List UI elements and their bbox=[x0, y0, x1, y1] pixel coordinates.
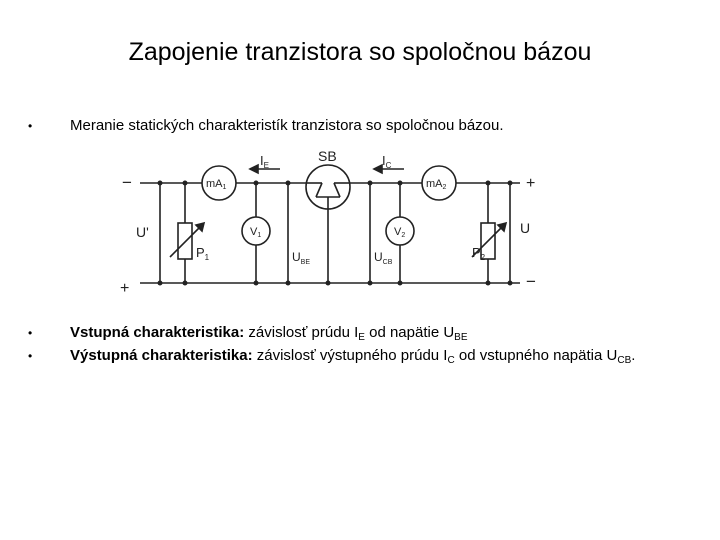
subscript: E bbox=[358, 332, 365, 343]
current-ic-label: $I_C$ bbox=[382, 153, 392, 170]
circuit-diagram bbox=[110, 145, 550, 300]
slide-title: Zapojenie tranzistora so spoločnou bázou bbox=[128, 38, 592, 66]
voltage-ube-label: $U_{BE}$ bbox=[292, 250, 311, 266]
bullet-bold: Vstupná charakteristika: bbox=[70, 324, 245, 341]
subscript: C bbox=[447, 355, 455, 366]
bullet-text: závislosť prúdu I bbox=[244, 324, 359, 341]
transistor-label: SB bbox=[318, 148, 337, 164]
terminal-out-plus: + bbox=[526, 175, 536, 192]
bullet-dot: • bbox=[28, 326, 33, 340]
bullet-text: Meranie statických charakteristík tranzistora so spoločnou bázou. bbox=[70, 117, 504, 134]
bullet-output-characteristic bbox=[28, 347, 635, 366]
terminal-in-minus: − bbox=[122, 173, 132, 192]
ammeter-2-label: mA2 bbox=[426, 178, 447, 191]
bullet-text: od napätie U bbox=[364, 324, 455, 341]
subscript: CB bbox=[617, 355, 632, 366]
source-out-label: U bbox=[520, 220, 531, 236]
voltmeter-2-label: V2 bbox=[394, 226, 406, 239]
bullet-dot: • bbox=[28, 349, 33, 363]
terminal-out-minus: − bbox=[526, 272, 536, 291]
ammeter-1-label: mA1 bbox=[206, 178, 227, 191]
bullet-dot: • bbox=[28, 119, 33, 133]
bullet-input-characteristic bbox=[28, 324, 468, 343]
voltage-ucb-label: $U_{CB}$ bbox=[374, 250, 393, 266]
pot-1-label: $P_1$ bbox=[196, 245, 210, 262]
subscript: BE bbox=[454, 332, 468, 343]
bullet-text: závislosť výstupného prúdu I bbox=[252, 347, 448, 364]
bullet-bold: Výstupná charakteristika: bbox=[70, 347, 253, 364]
voltmeter-1-label: V1 bbox=[250, 226, 262, 239]
terminal-in-plus: + bbox=[120, 280, 130, 297]
pot-2-label: $P_2$ bbox=[472, 245, 486, 262]
bullet-text: . bbox=[631, 347, 636, 364]
current-ie-label: $I_E$ bbox=[260, 153, 269, 170]
bullet-measurement bbox=[28, 117, 504, 134]
source-in-label: U' bbox=[136, 224, 149, 240]
bullet-text: od vstupného napätia U bbox=[454, 347, 618, 364]
